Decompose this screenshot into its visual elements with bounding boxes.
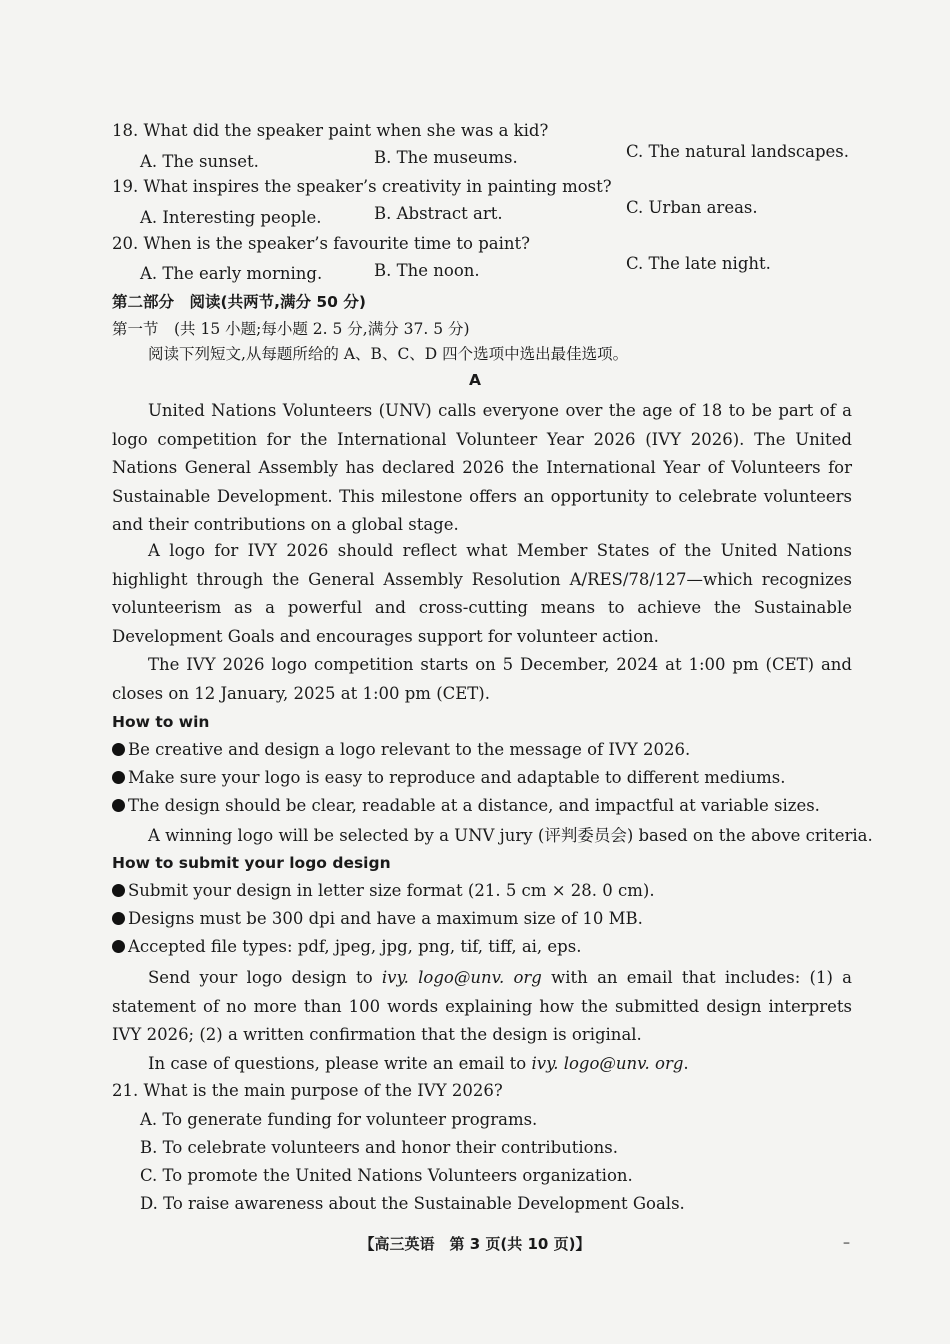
submit-bullet-text: Submit your design in letter size format (21. 5 cm × 28. 0 cm). (128, 881, 655, 900)
question-21-stem: 21. What is the main purpose of the IVY 2026? (112, 1081, 503, 1100)
jury-line: A winning logo will be selected by a UNV jury (评判委员会) based on the above criteria. (148, 826, 873, 845)
contact-email-link[interactable]: ivy. logo@unv. org (531, 1054, 684, 1073)
submit-bullet (112, 881, 655, 900)
win-bullet (112, 768, 786, 787)
section-title: 第一节 (共 15 小题;每小题 2. 5 分,满分 37. 5 分) (112, 320, 470, 338)
question-19-option-a: A. Interesting people. (140, 208, 322, 227)
question-20-option-b: B. The noon. (374, 261, 480, 280)
passage-paragraph-2 (112, 537, 852, 651)
passage-paragraph-3-text: The IVY 2026 logo competition starts on 5 December, 2024 at 1:00 pm (CET) and closes on 12 January, 2025 at 1:00 pm (CET). (112, 655, 852, 703)
contact-pre-text: In case of questions, please write an email to (148, 1054, 527, 1073)
win-bullet (112, 740, 690, 759)
send-paragraph (112, 964, 852, 1050)
page-footer: 【高三英语 第 3 页(共 10 页)】 (359, 1235, 591, 1253)
bullet-icon (112, 884, 125, 897)
question-19-option-b: B. Abstract art. (374, 204, 503, 223)
passage-paragraph-1 (112, 397, 852, 540)
how-to-win-heading: How to win (112, 713, 210, 731)
passage-paragraph-3 (112, 651, 852, 708)
question-20-option-a: A. The early morning. (140, 264, 323, 283)
win-bullet-text: The design should be clear, readable at a distance, and impactful at variable sizes. (128, 796, 820, 815)
question-21-option-d: D. To raise awareness about the Sustainable Development Goals. (140, 1194, 685, 1213)
corner-mark: – (843, 1235, 850, 1251)
win-bullet-text: Be creative and design a logo relevant to the message of IVY 2026. (128, 740, 691, 759)
passage-paragraph-2-text: A logo for IVY 2026 should reflect what Member States of the United Nations highlight through the General Assembly Resolution A/RES/78/127—which recognizes volunteerism as a powerful and cross-cutting means to achieve the Sustainable Development Goals and encourages support for volunteer action. (112, 541, 852, 646)
question-19-stem: 19. What inspires the speaker’s creativity in painting most? (112, 177, 612, 196)
question-20-stem: 20. When is the speaker’s favourite time to paint? (112, 234, 530, 253)
question-21-option-c: C. To promote the United Nations Volunteers organization. (140, 1166, 633, 1185)
question-19-option-c: C. Urban areas. (626, 198, 758, 217)
question-18-option-a: A. The sunset. (140, 152, 259, 171)
contact-line (148, 1053, 689, 1075)
part-title: 第二部分 阅读(共两节,满分 50 分) (112, 293, 366, 311)
submit-bullet-text: Designs must be 300 dpi and have a maximum size of 10 MB. (128, 909, 643, 928)
instructions: 阅读下列短文,从每题所给的 A、B、C、D 四个选项中选出最佳选项。 (148, 345, 629, 363)
question-21-option-b: B. To celebrate volunteers and honor their contributions. (140, 1138, 618, 1157)
bullet-icon (112, 912, 125, 925)
bullet-icon (112, 743, 125, 756)
win-bullet (112, 796, 820, 815)
submit-bullet (112, 937, 581, 956)
question-20-option-c: C. The late night. (626, 254, 771, 273)
submit-bullet (112, 909, 643, 928)
contact-post-text: . (683, 1054, 689, 1073)
bullet-icon (112, 799, 125, 812)
bullet-icon (112, 940, 125, 953)
submission-email-link[interactable]: ivy. logo@unv. org (381, 968, 542, 987)
how-to-submit-heading: How to submit your logo design (112, 854, 391, 872)
question-18-option-b: B. The museums. (374, 148, 518, 167)
submit-bullet-text: Accepted file types: pdf, jpeg, jpg, png, tif, tiff, ai, eps. (128, 937, 582, 956)
question-18-option-c: C. The natural landscapes. (626, 142, 850, 161)
bullet-icon (112, 771, 125, 784)
passage-letter: A (469, 371, 481, 389)
passage-paragraph-1-text: United Nations Volunteers (UNV) calls everyone over the age of 18 to be part of a logo competition for the International Volunteer Year 2026 (IVY 2026). The United Nations General Assembly has declared 2026 the International Year of Volunteers for Sustainable Development. This milestone offers an opportunity to celebrate volunteers and their contributions on a global stage. (112, 401, 852, 534)
win-bullet-text: Make sure your logo is easy to reproduce and adaptable to different mediums. (128, 768, 786, 787)
send-pre-text: Send your logo design to (148, 968, 373, 987)
question-21-option-a: A. To generate funding for volunteer programs. (140, 1110, 538, 1129)
question-18-stem: 18. What did the speaker paint when she was a kid? (112, 121, 549, 140)
send-post-text: with an email that includes: (1) a statement of no more than 100 words explaining how the submitted design interprets IVY 2026; (2) a written confirmation that the design is original. (112, 968, 853, 1044)
